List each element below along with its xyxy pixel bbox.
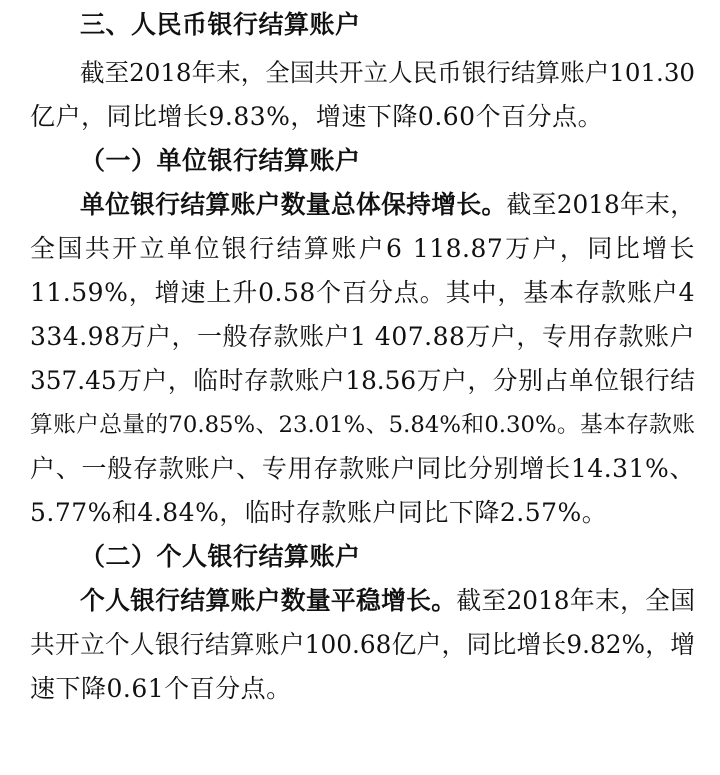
sentence-text: 截至2018年末，全国 <box>456 586 695 615</box>
paragraph-line: 5.77%和4.84%，临时存款账户同比下降2.57%。 <box>30 498 608 527</box>
lead-sentence-bold: 单位银行结算账户数量总体保持增长。 <box>80 190 507 219</box>
paragraph-line: 357.45万户，临时存款账户18.56万户，分别占单位银行结 <box>30 366 695 395</box>
paragraph-line <box>80 190 695 220</box>
paragraph-line: 算账户总量的70.85%、23.01%、5.84%和0.30%。基本存款账 <box>30 412 695 438</box>
paragraph-line: 户、一般存款账户、专用存款账户同比分别增长14.31%、 <box>30 454 695 483</box>
paragraph-line: 共开立个人银行结算账户100.68亿户，同比增长9.82%，增 <box>30 630 695 659</box>
section-heading-rmb-accounts: 三、人民币银行结算账户 <box>80 10 361 39</box>
sentence-text: 截至2018年末， <box>506 190 695 219</box>
lead-sentence-bold: 个人银行结算账户数量平稳增长。 <box>80 586 457 615</box>
paragraph-line: 亿户，同比增长9.83%，增速下降0.60个百分点。 <box>30 102 604 131</box>
subsection-heading-unit-accounts: （一）单位银行结算账户 <box>80 146 361 175</box>
paragraph-line: 速下降0.61个百分点。 <box>30 674 292 703</box>
paragraph-line: 全国共开立单位银行结算账户6 118.87万户，同比增长 <box>30 234 695 263</box>
paragraph-line: 334.98万户，一般存款账户1 407.88万户，专用存款账户 <box>30 322 695 351</box>
subsection-heading-personal-accounts: （二）个人银行结算账户 <box>80 542 361 571</box>
paragraph-line <box>80 586 695 616</box>
paragraph-line: 11.59%，增速上升0.58个百分点。其中，基本存款账户4 <box>30 278 695 307</box>
paragraph-line: 截至2018年末，全国共开立人民币银行结算账户101.30 <box>80 58 695 87</box>
